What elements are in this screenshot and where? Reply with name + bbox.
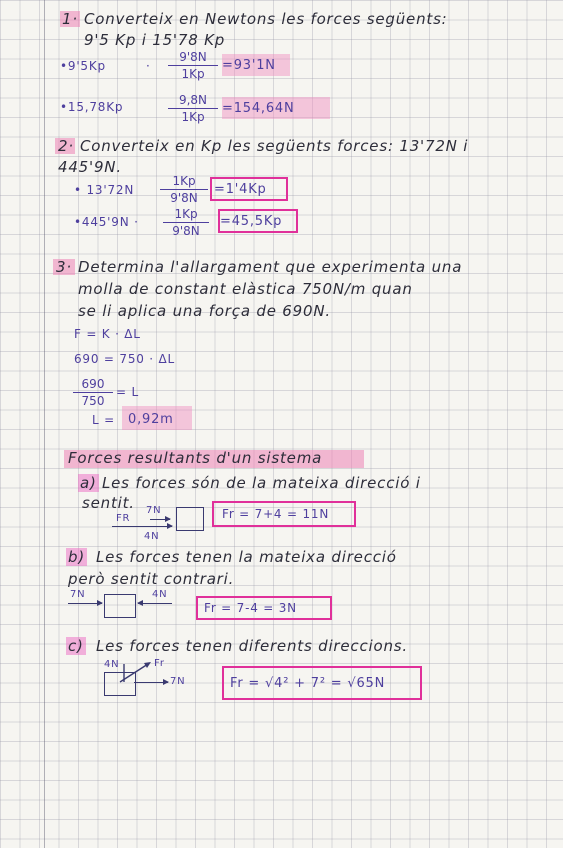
forces-b-text-line2: però sentit contrari. bbox=[68, 570, 235, 588]
section2-number: 2· bbox=[58, 137, 74, 155]
forces-a-label: a) bbox=[80, 474, 97, 492]
forces-b-label-wrap bbox=[66, 550, 87, 565]
forces-c-label-wrap bbox=[66, 639, 86, 654]
section2-heading: Converteix en Kp les següents forces: 13'72N i bbox=[80, 137, 469, 155]
s1b-frac-num: 9,8N bbox=[168, 93, 218, 109]
s2b-frac-num: 1Kp bbox=[163, 207, 209, 223]
resultant-diagonal-arrow bbox=[118, 660, 154, 684]
section3-number: 3· bbox=[56, 258, 72, 276]
s1a-frac-den: 1Kp bbox=[181, 67, 205, 81]
s1a-frac-num: 9'8N bbox=[168, 50, 218, 66]
s2b-fraction bbox=[163, 207, 209, 238]
forces-c-fr: Fr bbox=[154, 658, 165, 669]
section3-heading-line2: molla de constant elàstica 750N/m quan bbox=[78, 280, 413, 298]
s1a-fraction bbox=[168, 50, 218, 81]
s2b-given: •445'9N · bbox=[74, 215, 139, 229]
forces-title: Forces resultants d'un sistema bbox=[68, 449, 323, 467]
s1a-result: =93'1N bbox=[222, 58, 276, 73]
s2a-fraction bbox=[160, 174, 208, 205]
s3-result: 0,92m bbox=[128, 412, 174, 427]
forces-a-fr: FR bbox=[116, 513, 131, 524]
force-arrow-7n bbox=[68, 603, 102, 604]
s1b-given: •15,78Kp bbox=[60, 100, 124, 114]
s1b-result: =154,64N bbox=[222, 101, 295, 116]
s1a-dot: · bbox=[146, 59, 151, 73]
forces-c-equation: Fr = √4² + 7² = √65N bbox=[230, 676, 386, 691]
forces-a-text-line1: Les forces són de la mateixa direcció i bbox=[102, 474, 421, 492]
s3-formula: F = K · ΔL bbox=[74, 327, 141, 341]
forces-a-top: 7N bbox=[146, 505, 162, 516]
forces-b-text-line1: Les forces tenen la mateixa direcció bbox=[96, 548, 397, 566]
s2a-result: =1'4Kp bbox=[214, 182, 267, 197]
section3-heading-line3: se li aplica una força de 690N. bbox=[78, 302, 331, 320]
notebook-margin-line bbox=[44, 0, 45, 848]
s3-fraction bbox=[73, 377, 113, 408]
forces-c-text-line1: Les forces tenen diferents direccions. bbox=[96, 637, 408, 655]
s3-frac-eq: = L bbox=[116, 385, 139, 399]
forces-b-right: 4N bbox=[152, 589, 168, 600]
s3-frac-den: 750 bbox=[81, 394, 105, 408]
s1b-frac-den: 1Kp bbox=[181, 110, 205, 124]
force-arrow-4n bbox=[138, 603, 172, 604]
forces-c-up: 4N bbox=[104, 659, 120, 670]
forces-c-label: c) bbox=[68, 637, 84, 655]
force-arrow-resultant bbox=[112, 526, 172, 527]
forces-b-equation: Fr = 7-4 = 3N bbox=[204, 601, 297, 615]
s2a-given: • 13'72N bbox=[74, 183, 135, 197]
forces-a-bottom: 4N bbox=[144, 531, 160, 542]
forces-a-label-wrap bbox=[78, 476, 99, 491]
s1a-given: •9'5Kp bbox=[60, 59, 106, 73]
s3-frac-num: 690 bbox=[73, 377, 113, 393]
forces-b-left: 7N bbox=[70, 589, 86, 600]
body-square bbox=[104, 594, 136, 618]
section1-heading: Converteix en Newtons les forces següents: bbox=[84, 10, 448, 28]
s2a-frac-num: 1Kp bbox=[160, 174, 208, 190]
section1-number: 1· bbox=[62, 10, 78, 28]
forces-b-label: b) bbox=[68, 548, 85, 566]
section3-heading-line1: Determina l'allargament que experimenta una bbox=[78, 258, 463, 276]
s1b-fraction bbox=[168, 93, 218, 124]
forces-a-equation: Fr = 7+4 = 11N bbox=[222, 507, 330, 521]
s2a-frac-den: 9'8N bbox=[170, 191, 198, 205]
forces-a-text-line2: sentit. bbox=[82, 494, 135, 512]
section1-values: 9'5 Kp i 15'78 Kp bbox=[84, 31, 226, 49]
s3-result-prefix: L = bbox=[92, 413, 115, 427]
s2b-result: =45,5Kp bbox=[220, 214, 283, 229]
s2b-frac-den: 9'8N bbox=[172, 224, 200, 238]
body-square bbox=[176, 507, 204, 531]
s3-substitution: 690 = 750 · ΔL bbox=[74, 352, 176, 366]
section2-heading-cont: 445'9N. bbox=[58, 158, 122, 176]
force-arrow-7n bbox=[150, 519, 170, 520]
forces-c-right: 7N bbox=[170, 676, 186, 687]
